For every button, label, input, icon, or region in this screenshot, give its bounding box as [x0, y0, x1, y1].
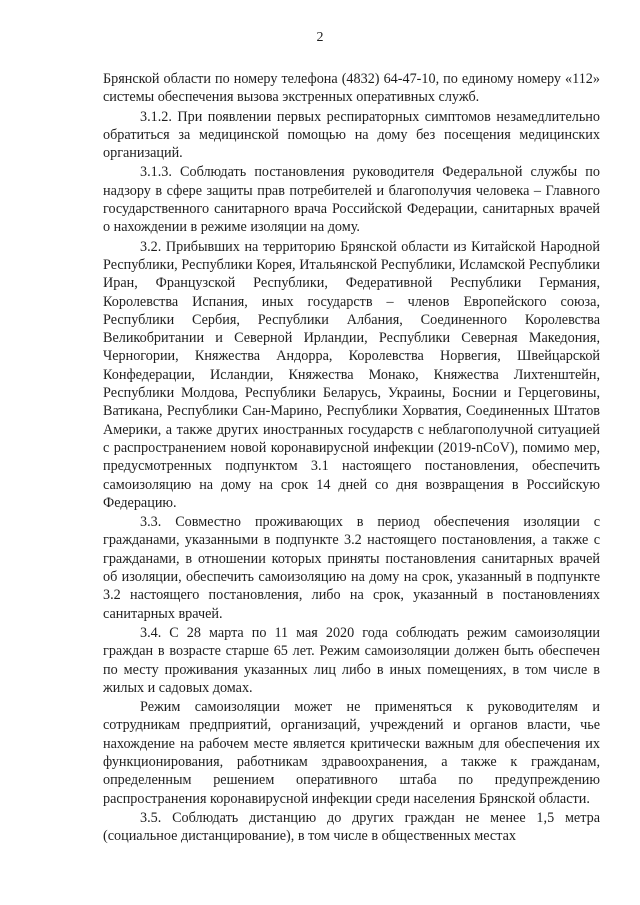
paragraph-3-1-2: 3.1.2. При появлении первых респираторных симптомов незамедлительно обратиться за медицинской помощью на дому без посещения медицинских организаций.	[103, 108, 600, 162]
body-text	[103, 70, 600, 845]
paragraph-3-4-exception: Режим самоизоляции может не применяться к руководителям и сотрудникам предприятий, организаций, учреждений и органов власти, чье нахождение на рабочем месте является критически важным для обеспечения их функционирования, работникам здравоохранения, а также к гражданам, определенным решением оперативного штаба по предупреждению распространения коронавирусной инфекции среди населения Брянской области.	[103, 699, 600, 807]
paragraph-3-3: 3.3. Совместно проживающих в период обеспечения изоляции с гражданами, указанными в подпункте 3.2 настоящего постановления, а также с гражданами, в отношении которых приняты постановления санитарных врачей об изоляции, обеспечить самоизоляцию на дому на срок, указанный в подпункте 3.2 настоящего постановления, либо на срок, указанный в постановлениях санитарных врачей.	[103, 514, 600, 622]
paragraph-continuation: Брянской области по номеру телефона (4832) 64-47-10, по единому номеру «112» системы обеспечения вызова экстренных оперативных служб.	[103, 71, 600, 106]
paragraph-3-2: 3.2. Прибывших на территорию Брянской области из Китайской Народной Республики, Республики Корея, Итальянской Республики, Исламской Республики Иран, Французской Республики, Федеративной Республики Германия, Королевства Испания, иных государств – членов Европейского союза, Республики Сербия, Республики Албания, Соединенного Королевства Великобритании и Северной Ирландии, Республики Северная Македония, Черногории, Княжества Андорра, Королевства Норвегия, Швейцарской Конфедерации, Исландии, Княжества Монако, Княжества Лихтенштейн, Республики Молдова, Республики Беларусь, Украины, Боснии и Герцеговины, Ватикана, Республики Сан-Марино, Республики Хорватия, Соединенных Штатов Америки, а также других иностранных государств с неблагополучной ситуацией с распространением новой коронавирусной инфекции (2019-nCoV), помимо мер, предусмотренных подпунктом 3.1 настоящего постановления, обеспечить самоизоляцию на дому на срок 14 дней со дня возвращения в Российскую Федерацию.	[103, 238, 600, 511]
paragraph-3-4: 3.4. С 28 марта по 11 мая 2020 года соблюдать режим самоизоляции граждан в возрасте старше 65 лет. Режим самоизоляции должен быть обеспечен по месту проживания указанных лиц либо в иных помещениях, в том числе в жилых и садовых домах.	[103, 624, 600, 696]
paragraph-3-5: 3.5. Соблюдать дистанцию до других граждан не менее 1,5 метра (социальное дистанцирование), в том числе в общественных местах	[103, 809, 600, 845]
page-number: 2	[316, 30, 324, 45]
paragraph-3-1-3: 3.1.3. Соблюдать постановления руководителя Федеральной службы по надзору в сфере защиты прав потребителей и благополучия человека – Главного государственного санитарного врача Российской Федерации, санитарных врачей о нахождении в режиме изоляции на дому.	[103, 164, 600, 236]
